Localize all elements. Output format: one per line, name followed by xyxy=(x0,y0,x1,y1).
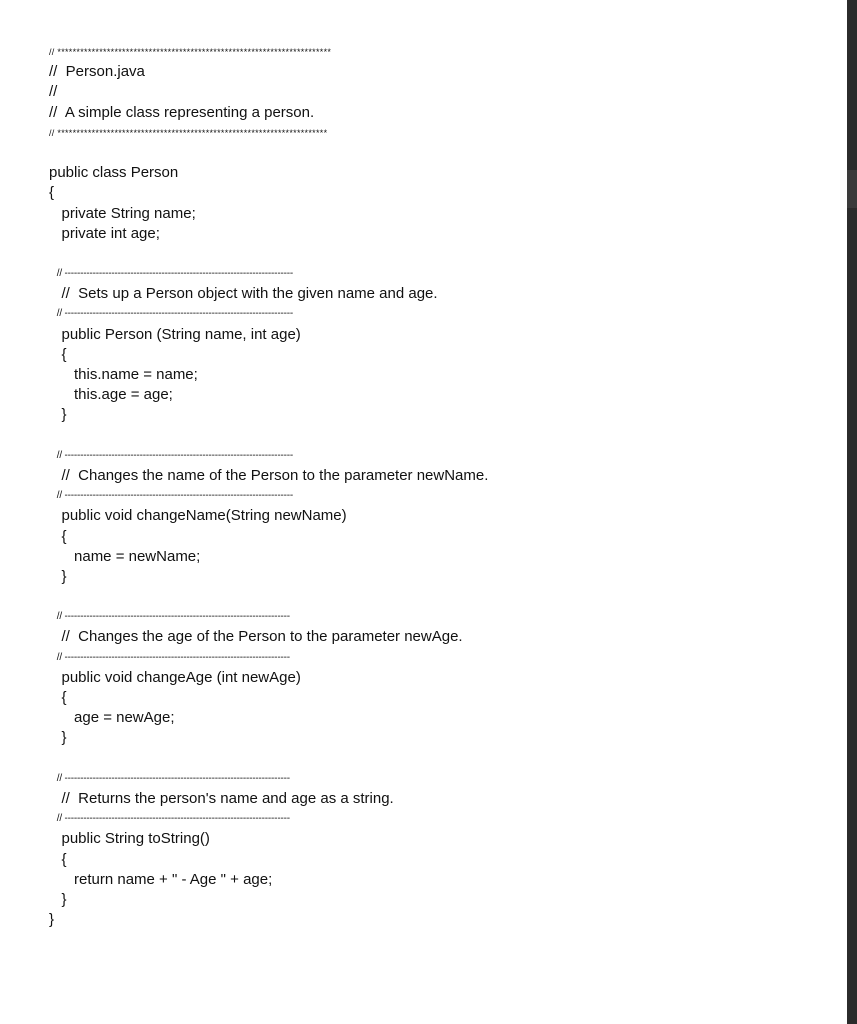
code-line: { xyxy=(49,850,67,868)
code-line: } xyxy=(49,911,55,929)
side-panel-tab[interactable] xyxy=(847,170,857,208)
code-line: // Changes the name of the Person to the parameter newName. xyxy=(49,466,489,484)
code-line: // ------------------------------------------------------------------------ xyxy=(49,772,290,784)
code-line: { xyxy=(49,184,55,202)
code-line: private String name; xyxy=(49,204,196,222)
code-line: { xyxy=(49,345,67,363)
code-line xyxy=(49,143,829,163)
code-document xyxy=(49,42,829,930)
code-line: // *********************************************************************** xyxy=(49,127,328,138)
code-line xyxy=(49,244,829,264)
code-line: // ------------------------------------------------------------------------- xyxy=(49,449,293,461)
code-line: // ------------------------------------------------------------------------ xyxy=(49,651,290,663)
code-line: public void changeAge (int newAge) xyxy=(49,668,301,686)
code-line: // Sets up a Person object with the given name and age. xyxy=(49,285,438,303)
code-line: { xyxy=(49,689,67,706)
code-line: this.name = name; xyxy=(49,366,198,383)
code-line: return name + " - Age " + age; xyxy=(49,870,273,888)
code-line xyxy=(49,426,829,446)
code-line: // ------------------------------------------------------------------------- xyxy=(49,308,293,320)
code-line xyxy=(49,587,829,607)
code-line: } xyxy=(49,406,67,424)
code-line: // ------------------------------------------------------------------------ xyxy=(49,611,290,623)
code-line: public class Person xyxy=(49,164,179,182)
code-line: { xyxy=(49,527,67,545)
code-line: this.age = age; xyxy=(49,386,173,404)
side-panel-edge[interactable] xyxy=(847,0,857,1024)
code-line: public String toString() xyxy=(49,830,210,848)
code-line: // ------------------------------------------------------------------------- xyxy=(49,490,293,502)
code-line: public Person (String name, int age) xyxy=(49,325,301,343)
code-line: name = newName; xyxy=(49,547,201,565)
code-line: // ************************************************************************ xyxy=(49,47,332,57)
code-line: // Returns the person's name and age as a string. xyxy=(49,789,394,807)
code-line: // Changes the age of the Person to the parameter newAge. xyxy=(49,628,463,646)
code-line: private int age; xyxy=(49,224,160,242)
code-line: // Person.java xyxy=(49,63,145,81)
code-line: // A simple class representing a person. xyxy=(49,103,315,121)
code-line xyxy=(49,749,829,769)
code-line: } xyxy=(49,890,67,908)
code-line: } xyxy=(49,729,67,747)
code-line: age = newAge; xyxy=(49,709,175,727)
code-line: // xyxy=(49,83,58,101)
code-line: // ------------------------------------------------------------------------ xyxy=(49,813,290,825)
code-line: public void changeName(String newName) xyxy=(49,507,347,525)
code-line: // ------------------------------------------------------------------------- xyxy=(49,268,293,280)
code-line: } xyxy=(49,567,67,585)
